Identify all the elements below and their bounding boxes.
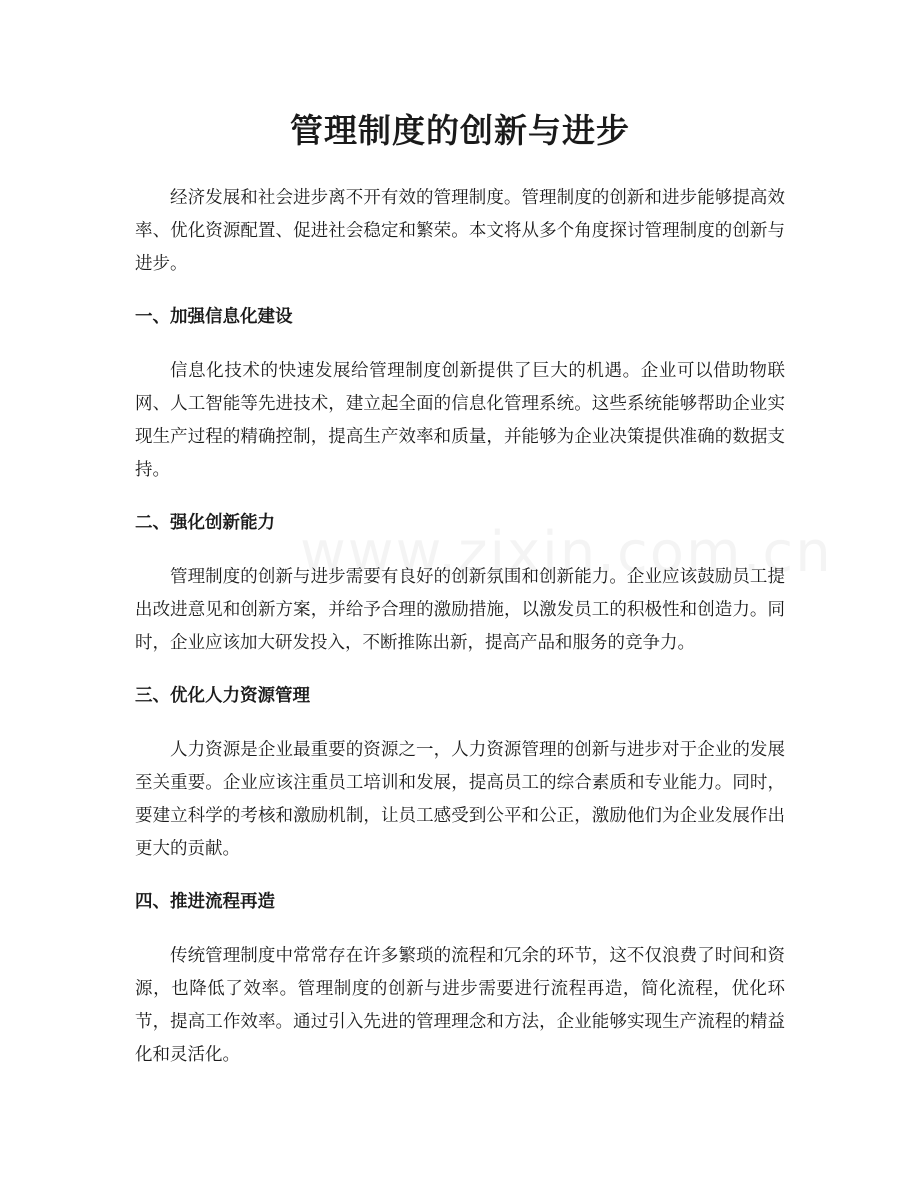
section-heading: 一、加强信息化建设 [135, 307, 293, 327]
section-paragraph: 管理制度的创新与进步需要有良好的创新氛围和创新能力。企业应该鼓励员工提出改进意见和创新方案，并给予合理的激励措施，以激发员工的积极性和创造力。同时，企业应该加大研发投入，不断推陈出新，提高产品和服务的竞争力。 [135, 567, 785, 653]
document-title: 管理制度的创新与进步 [290, 111, 630, 150]
section-paragraph: 信息化技术的快速发展给管理制度创新提供了巨大的机遇。企业可以借助物联网、人工智能等先进技术，建立起全面的信息化管理系统。这些系统能够帮助企业实现生产过程的精确控制，提高生产效率和质量，并能够为企业决策提供准确的数据支持。 [135, 361, 785, 480]
section-paragraph: 人力资源是企业最重要的资源之一，人力资源管理的创新与进步对于企业的发展至关重要。企业应该注重员工培训和发展，提高员工的综合素质和专业能力。同时，要建立科学的考核和激励机制，让员工感受到公平和公正，激励他们为企业发展作出更大的贡献。 [135, 740, 785, 859]
section-heading: 二、强化创新能力 [135, 513, 275, 533]
section-heading: 四、推进流程再造 [135, 892, 275, 912]
section-heading: 三、优化人力资源管理 [135, 686, 310, 706]
document-body [135, 182, 785, 1072]
section-paragraph: 传统管理制度中常常存在许多繁琐的流程和冗余的环节，这不仅浪费了时间和资源，也降低了效率。管理制度的创新与进步需要进行流程再造，简化流程，优化环节，提高工作效率。通过引入先进的管理理念和方法，企业能够实现生产流程的精益化和灵活化。 [135, 946, 785, 1065]
intro-paragraph: 经济发展和社会进步离不开有效的管理制度。管理制度的创新和进步能够提高效率、优化资源配置、促进社会稳定和繁荣。本文将从多个角度探讨管理制度的创新与进步。 [135, 188, 785, 274]
